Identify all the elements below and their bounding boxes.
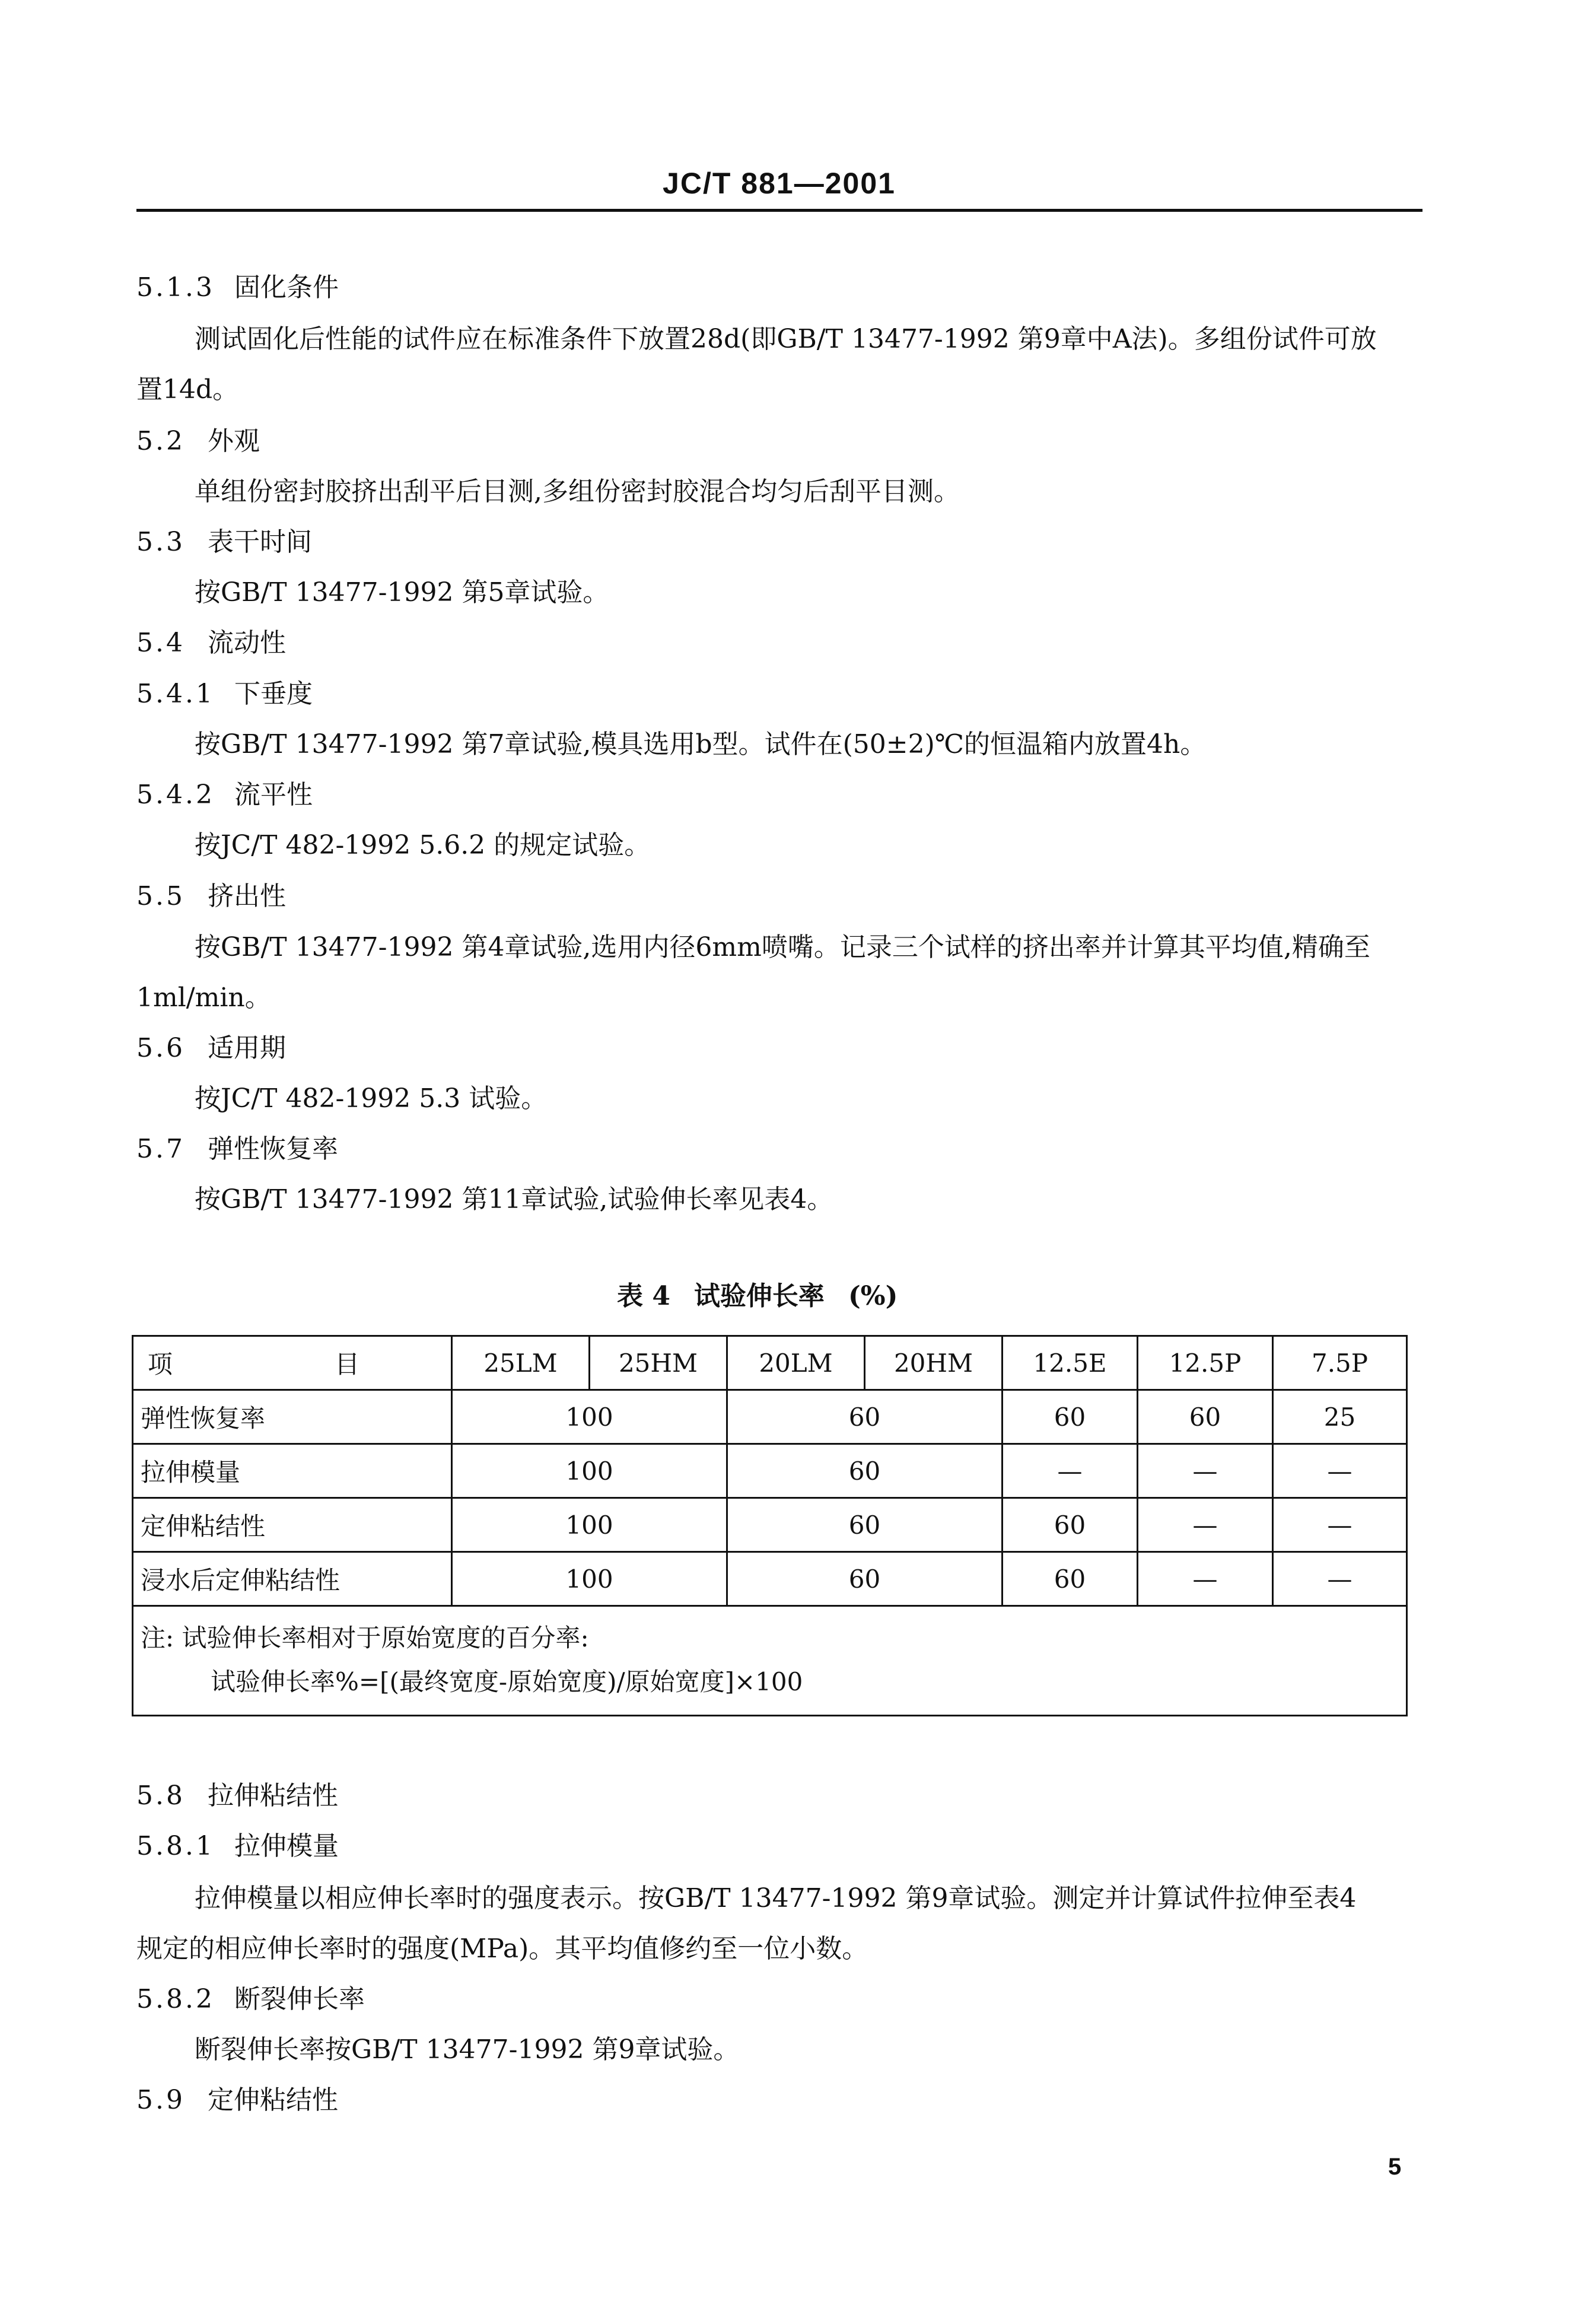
heading-number: 5.8.1 (136, 1831, 215, 1861)
paragraph-5-8-2: 断裂伸长率按GB/T 13477-1992 第9章试验。 (195, 2034, 740, 2065)
paragraph-5-4-1: 按GB/T 13477-1992 第7章试验,模具选用b型。试件在(50±2)℃的恒温箱内放置4h。 (195, 729, 1207, 759)
header-25hm: 25HM (590, 1336, 727, 1390)
heading-number: 5.4 (136, 628, 185, 658)
table-caption-title: 试验伸长率 (693, 1281, 825, 1311)
page-number: 5 (1388, 2154, 1402, 2180)
heading-5-7 (136, 1127, 338, 1165)
heading-title: 流平性 (234, 780, 313, 810)
header-20hm: 20HM (865, 1336, 1003, 1390)
heading-title: 外观 (208, 426, 260, 456)
header-12-5p: 12.5P (1138, 1336, 1273, 1390)
paragraph-5-1-3-line1: 测试固化后性能的试件应在标准条件下放置28d(即GB/T 13477-1992 第9章中A法)。多组份试件可放 (195, 324, 1377, 354)
table-header-row (133, 1336, 1407, 1390)
heading-5-8 (136, 1774, 338, 1812)
cell-25: 100 (452, 1552, 727, 1606)
table-caption-label: 表 4 (617, 1281, 670, 1311)
cell-12-5p: 60 (1138, 1390, 1273, 1444)
cell-12-5p: — (1138, 1444, 1273, 1498)
cell-25: 100 (452, 1390, 727, 1444)
heading-number: 5.8.2 (136, 1984, 215, 2014)
heading-title: 下垂度 (234, 679, 313, 709)
heading-5-9 (136, 2078, 338, 2116)
table-note-row (133, 1606, 1407, 1716)
heading-number: 5.6 (136, 1033, 185, 1063)
heading-5-5 (136, 875, 286, 913)
cell-25: 100 (452, 1444, 727, 1498)
header-7-5p: 7.5P (1273, 1336, 1407, 1390)
heading-number: 5.4.2 (136, 780, 215, 810)
cell-20: 60 (727, 1552, 1003, 1606)
cell-7-5p: 25 (1273, 1390, 1407, 1444)
heading-number: 5.3 (136, 527, 185, 557)
header-item: 项 目 (133, 1336, 452, 1390)
paragraph-5-5-line1: 按GB/T 13477-1992 第4章试验,选用内径6mm喷嘴。记录三个试样的挤出率并计算其平均值,精确至 (195, 932, 1370, 962)
heading-number: 5.4.1 (136, 679, 215, 709)
row-item: 浸水后定伸粘结性 (133, 1552, 452, 1606)
heading-number: 5.8 (136, 1781, 185, 1811)
paragraph-5-8-1-line1: 拉伸模量以相应伸长率时的强度表示。按GB/T 13477-1992 第9章试验。测定并计算试件拉伸至表4 (195, 1883, 1357, 1913)
cell-20: 60 (727, 1390, 1003, 1444)
heading-5-8-2 (136, 1978, 365, 2015)
paragraph-5-5-line2: 1ml/min。 (136, 983, 271, 1013)
heading-title: 断裂伸长率 (234, 1984, 365, 2014)
cell-7-5p: — (1273, 1552, 1407, 1606)
heading-title: 定伸粘结性 (208, 2085, 338, 2115)
paragraph-5-7: 按GB/T 13477-1992 第11章试验,试验伸长率见表4。 (195, 1184, 833, 1215)
table-row (133, 1444, 1407, 1498)
heading-5-4-1 (136, 672, 313, 710)
header-25lm: 25LM (452, 1336, 590, 1390)
table-note (133, 1606, 1407, 1716)
heading-title: 表干时间 (208, 527, 312, 557)
heading-title: 拉伸模量 (234, 1831, 339, 1861)
heading-title: 拉伸粘结性 (208, 1781, 338, 1811)
heading-5-3 (136, 520, 312, 558)
heading-5-1-3 (136, 266, 339, 304)
heading-5-6 (136, 1026, 286, 1064)
heading-title: 固化条件 (234, 272, 339, 303)
row-item: 弹性恢复率 (133, 1390, 452, 1444)
cell-12-5p: — (1138, 1552, 1273, 1606)
cell-12-5e: 60 (1003, 1552, 1138, 1606)
heading-title: 弹性恢复率 (208, 1134, 338, 1164)
cell-12-5p: — (1138, 1498, 1273, 1552)
cell-7-5p: — (1273, 1444, 1407, 1498)
cell-12-5e: 60 (1003, 1498, 1138, 1552)
heading-5-2 (136, 419, 260, 457)
paragraph-5-4-2: 按JC/T 482-1992 5.6.2 的规定试验。 (195, 830, 651, 860)
header-rule (136, 209, 1422, 212)
cell-25: 100 (452, 1498, 727, 1552)
cell-12-5e: 60 (1003, 1390, 1138, 1444)
row-item: 定伸粘结性 (133, 1498, 452, 1552)
table-caption (617, 1274, 921, 1312)
table-row (133, 1390, 1407, 1444)
cell-7-5p: — (1273, 1498, 1407, 1552)
heading-title: 挤出性 (208, 881, 286, 911)
paragraph-5-3: 按GB/T 13477-1992 第5章试验。 (195, 577, 609, 608)
heading-5-8-1 (136, 1824, 339, 1862)
elongation-table (132, 1335, 1408, 1716)
heading-number: 5.1.3 (136, 272, 215, 303)
cell-20: 60 (727, 1444, 1003, 1498)
cell-12-5e: — (1003, 1444, 1138, 1498)
heading-5-4-2 (136, 773, 313, 811)
table-row (133, 1498, 1407, 1552)
heading-5-4 (136, 621, 286, 659)
paragraph-5-2: 单组份密封胶挤出刮平后目测,多组份密封胶混合均匀后刮平目测。 (195, 476, 960, 507)
standard-number: JC/T 881—2001 (663, 167, 896, 200)
heading-number: 5.7 (136, 1134, 185, 1164)
paragraph-5-8-1-line2: 规定的相应伸长率时的强度(MPa)。其平均值修约至一位小数。 (136, 1934, 868, 1964)
heading-title: 流动性 (208, 628, 286, 658)
paragraph-5-1-3-line2: 置14d。 (136, 374, 239, 405)
header-20lm: 20LM (727, 1336, 865, 1390)
row-item: 拉伸模量 (133, 1444, 452, 1498)
heading-number: 5.9 (136, 2085, 185, 2115)
paragraph-5-6: 按JC/T 482-1992 5.3 试验。 (195, 1083, 548, 1114)
header-12-5e: 12.5E (1003, 1336, 1138, 1390)
table-caption-unit: (%) (848, 1281, 898, 1311)
heading-number: 5.5 (136, 881, 185, 911)
table-note-line1: 注: 试验伸长率相对于原始宽度的百分率: (141, 1623, 589, 1652)
table-note-formula: 试验伸长率%=[(最终宽度-原始宽度)/原始宽度]×100 (211, 1667, 803, 1696)
cell-20: 60 (727, 1498, 1003, 1552)
heading-title: 适用期 (208, 1033, 286, 1063)
heading-number: 5.2 (136, 426, 185, 456)
table-row (133, 1552, 1407, 1606)
